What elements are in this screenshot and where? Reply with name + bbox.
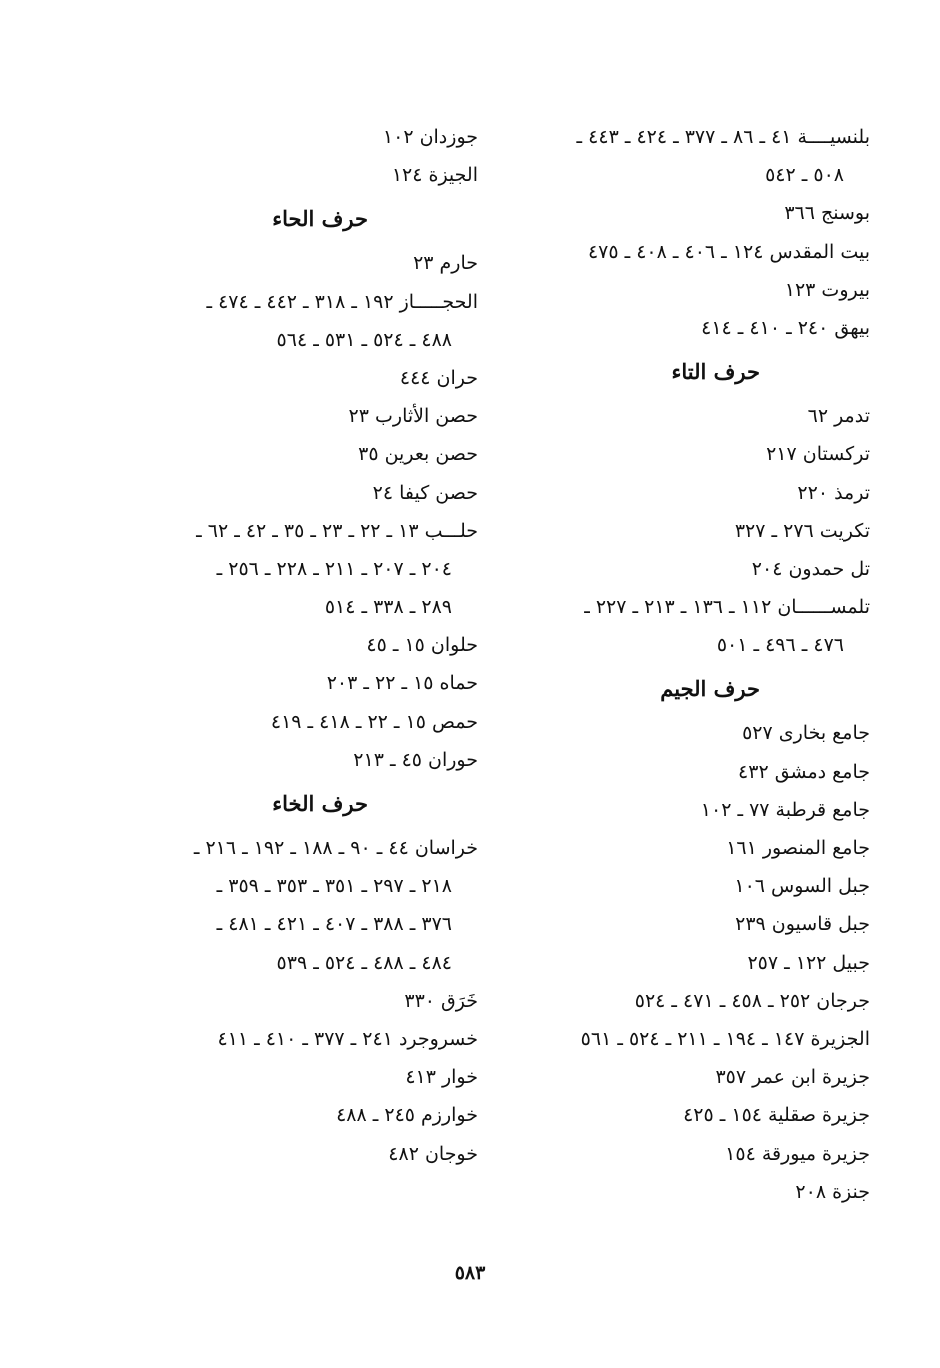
index-entry: الجيزة ١٢٤ — [391, 164, 478, 187]
section-heading: حرف التاء — [671, 359, 760, 385]
index-entry: جامع بخارى ٥٢٧ — [742, 722, 870, 745]
section-heading: حرف الحاء — [272, 206, 368, 232]
index-entry: حصن بعرين ٣٥ — [358, 443, 478, 466]
index-entry-continuation: ٤٨٨ ـ ٥٢٤ ـ ٥٣١ ـ ٥٦٤ — [276, 328, 452, 351]
index-entry: جبل السوس ١٠٦ — [734, 875, 870, 898]
index-entry: خسروجرد ٢٤١ ـ ٣٧٧ ـ ٤١٠ ـ ٤١١ — [217, 1027, 478, 1050]
page-number: ٥٨٣ — [454, 1262, 486, 1284]
index-entry: جزيرة ميورقة ١٥٤ — [725, 1142, 870, 1165]
index-entry: حران ٤٤٤ — [399, 366, 478, 389]
index-entry: تدمر ٦٢ — [807, 405, 870, 428]
index-entry: بيت المقدس ١٢٤ ـ ٤٠٦ ـ ٤٠٨ ـ ٤٧٥ — [587, 240, 870, 263]
index-entry: الحجـــــاز ١٩٢ ـ ٣١٨ ـ ٤٤٢ ـ ٤٧٤ ـ — [206, 290, 478, 313]
index-entry: تل حمدون ٢٠٤ — [751, 557, 870, 580]
index-entry: جزيرة صقلية ١٥٤ ـ ٤٢٥ — [683, 1104, 870, 1127]
index-entry: حماه ١٥ ـ ٢٢ ـ ٢٠٣ — [326, 672, 478, 695]
index-entry: بيهق ٢٤٠ ـ ٤١٠ ـ ٤١٤ — [701, 316, 870, 339]
index-entry: تكريت ٢٧٦ ـ ٣٢٧ — [734, 519, 870, 542]
index-entry: جامع المنصور ١٦١ — [726, 837, 870, 859]
index-entry: ترمذ ٢٢٠ — [797, 481, 870, 504]
index-entry: حصن كيفا ٢٤ — [372, 481, 478, 504]
index-entry: حمص ١٥ ـ ٢٢ ـ ٤١٨ ـ ٤١٩ — [270, 710, 478, 733]
index-entry: حلـــب ١٣ ـ ٢٢ ـ ٢٣ ـ ٣٥ ـ ٤٢ ـ ٦٢ ـ — [196, 519, 478, 542]
index-entry: خوار ٤١٣ — [405, 1066, 478, 1089]
section-heading: حرف الخاء — [272, 791, 368, 816]
index-entry: خراسان ٤٤ ـ ٩٠ ـ ١٨٨ ـ ١٩٢ ـ ٢١٦ ـ — [193, 837, 478, 859]
index-entry: خوجان ٤٨٢ — [388, 1142, 478, 1165]
index-entry: جامع دمشق ٤٣٢ — [738, 760, 870, 783]
index-entry: بوسنج ٣٦٦ — [784, 202, 870, 225]
index-entry: حصن الأثارب ٢٣ — [348, 405, 478, 428]
index-entry: تلمســــــان ١١٢ ـ ١٣٦ ـ ٢١٣ ـ ٢٢٧ ـ — [584, 596, 870, 619]
index-column-left — [128, 118, 478, 1173]
index-entry-continuation: ٤٨٤ ـ ٤٨٨ ـ ٥٢٤ ـ ٥٣٩ — [276, 951, 452, 974]
index-entry: جرجان ٢٥٢ ـ ٤٥٨ ـ ٤٧١ ـ ٥٢٤ — [634, 989, 870, 1012]
index-entry-continuation: ٢٠٤ ـ ٢٠٧ ـ ٢١١ ـ ٢٢٨ ـ ٢٥٦ ـ — [216, 557, 452, 580]
index-entry: جبيل ١٢٢ ـ ٢٥٧ — [747, 951, 870, 974]
index-entry-continuation: ٣٧٦ ـ ٣٨٨ ـ ٤٠٧ ـ ٤٢١ ـ ٤٨١ ـ — [216, 913, 452, 936]
index-entry: حلوان ١٥ ـ ٤٥ — [366, 634, 478, 657]
index-entry: جوزدان ١٠٢ — [382, 126, 478, 148]
index-entry: الجزيرة ١٤٧ ـ ١٩٤ ـ ٢١١ ـ ٥٢٤ ـ ٥٦١ — [580, 1027, 870, 1050]
index-entry: جامع قرطبة ٧٧ ـ ١٠٢ — [700, 798, 870, 821]
index-entry: حارم ٢٣ — [413, 252, 478, 275]
index-entry: خوارزم ٢٤٥ ـ ٤٨٨ — [336, 1104, 478, 1127]
index-entry: حوران ٤٥ ـ ٢١٣ — [353, 748, 478, 771]
index-column-right — [520, 118, 870, 1211]
index-entry: جنزة ٢٠٨ — [795, 1180, 870, 1203]
index-entry-continuation: ٤٧٦ ـ ٤٩٦ ـ ٥٠١ — [716, 634, 844, 657]
index-entry-continuation: ٢٨٩ ـ ٣٣٨ ـ ٥١٤ — [324, 596, 452, 619]
index-entry: تركستان ٢١٧ — [766, 443, 870, 466]
index-entry-continuation: ٥٠٨ ـ ٥٤٢ — [765, 164, 844, 187]
index-entry: جزيرة ابن عمر ٣٥٧ — [715, 1066, 870, 1089]
index-entry: جبل قاسيون ٢٣٩ — [735, 913, 870, 936]
index-entry: بيروت ١٢٣ — [784, 278, 870, 301]
index-entry: خَرَق ٣٣٠ — [404, 989, 478, 1012]
section-heading: حرف الجيم — [660, 676, 760, 702]
index-entry: بلنسيــــة ٤١ ـ ٨٦ ـ ٣٧٧ ـ ٤٢٤ ـ ٤٤٣ ـ — [576, 126, 870, 148]
index-entry-continuation: ٢١٨ ـ ٢٩٧ ـ ٣٥١ ـ ٣٥٣ ـ ٣٥٩ ـ — [216, 875, 452, 898]
